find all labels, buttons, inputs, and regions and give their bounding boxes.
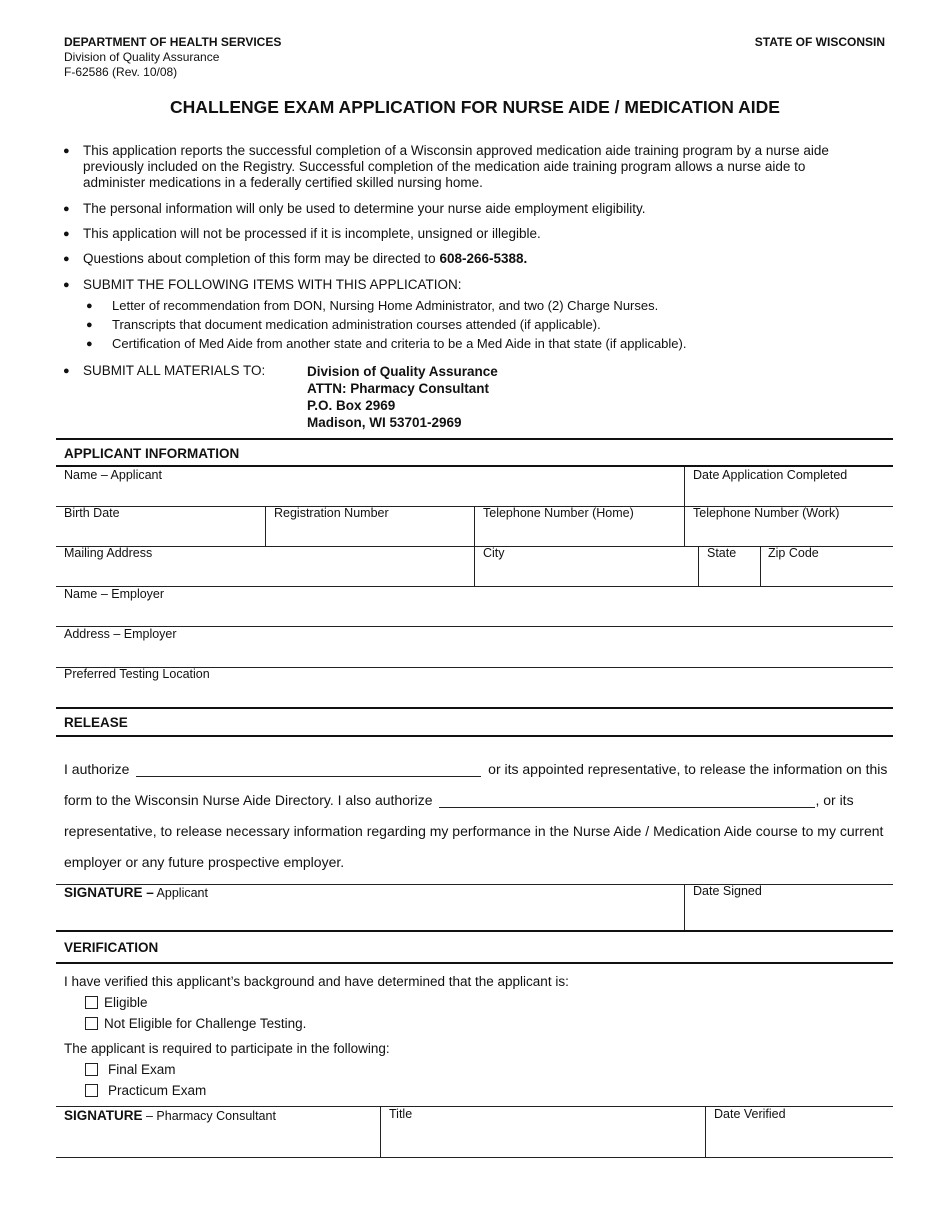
date-verified-field[interactable]: Date Verified xyxy=(714,1107,786,1121)
divider xyxy=(684,884,685,931)
release-text: form to the Wisconsin Nurse Aide Directory. I also authorize xyxy=(64,792,433,808)
address-line: Madison, WI 53701-2969 xyxy=(307,415,462,430)
authorized-party-input[interactable] xyxy=(136,762,481,777)
consultant-title-field[interactable]: Title xyxy=(389,1107,413,1121)
section-applicant-information: APPLICANT INFORMATION xyxy=(64,446,240,461)
divider xyxy=(56,962,893,964)
date-completed-field[interactable]: Date Application Completed xyxy=(693,468,848,482)
instruction-text: SUBMIT ALL MATERIALS TO: xyxy=(83,363,266,378)
divider xyxy=(265,506,266,546)
release-line-1 xyxy=(64,761,887,777)
required-statement: The applicant is required to participate in the following: xyxy=(64,1041,390,1056)
final-exam-checkbox[interactable] xyxy=(85,1063,98,1076)
divider xyxy=(380,1106,381,1157)
divider xyxy=(56,735,893,737)
authorized-employer-input[interactable] xyxy=(439,793,815,808)
applicant-signature-field[interactable]: SIGNATURE – Applicant xyxy=(64,885,208,900)
divider xyxy=(684,467,685,507)
bullet-icon: ● xyxy=(63,228,70,240)
divider xyxy=(56,438,893,440)
verification-statement: I have verified this applicant’s background and have determined that the applicant is: xyxy=(64,974,569,989)
instruction-text: This application will not be processed if it is incomplete, unsigned or illegible. xyxy=(83,226,541,241)
divider xyxy=(56,930,893,932)
instruction-text: administer medications in a federally certified skilled nursing home. xyxy=(83,175,483,190)
employer-address-field[interactable]: Address – Employer xyxy=(64,627,177,641)
bullet-icon: ● xyxy=(63,365,70,377)
birth-date-field[interactable]: Birth Date xyxy=(64,506,120,520)
divider xyxy=(684,506,685,546)
consultant-signature-field[interactable]: SIGNATURE – Pharmacy Consultant xyxy=(64,1108,276,1123)
instruction-text: This application reports the successful completion of a Wisconsin approved medication aide training program by a nurse aide xyxy=(83,143,829,158)
state-field[interactable]: State xyxy=(707,546,737,560)
divider xyxy=(56,1157,893,1158)
form-number: F-62586 (Rev. 10/08) xyxy=(64,65,178,79)
mailing-address-field[interactable]: Mailing Address xyxy=(64,546,153,560)
testing-location-field[interactable]: Preferred Testing Location xyxy=(64,667,210,681)
zip-code-field[interactable]: Zip Code xyxy=(768,546,819,560)
instruction-purpose xyxy=(63,143,883,191)
submit-item-text: Transcripts that document medication administration courses attended (if applicable). xyxy=(112,317,601,332)
address-line: ATTN: Pharmacy Consultant xyxy=(307,381,490,396)
divider xyxy=(56,707,893,709)
not-eligible-label: Not Eligible for Challenge Testing. xyxy=(104,1016,307,1031)
not-eligible-checkbox[interactable] xyxy=(85,1017,98,1030)
bullet-icon: ● xyxy=(86,338,93,350)
section-release: RELEASE xyxy=(64,715,128,730)
release-line-4: employer or any future prospective employer. xyxy=(64,854,345,870)
division-name: Division of Quality Assurance xyxy=(64,50,220,64)
applicant-name-field[interactable]: Name – Applicant xyxy=(64,468,162,482)
state-name: STATE OF WISCONSIN xyxy=(754,35,885,49)
divider xyxy=(760,546,761,586)
date-signed-field[interactable]: Date Signed xyxy=(693,884,762,898)
department-name: DEPARTMENT OF HEALTH SERVICES xyxy=(64,35,282,49)
bullet-icon: ● xyxy=(63,253,70,265)
divider xyxy=(705,1106,706,1157)
release-text: or its appointed representative, to release the information on this xyxy=(488,761,888,777)
eligible-checkbox[interactable] xyxy=(85,996,98,1009)
form-title: CHALLENGE EXAM APPLICATION FOR NURSE AIDE / MEDICATION AIDE xyxy=(170,97,780,117)
section-verification: VERIFICATION xyxy=(64,940,159,955)
instruction-text: Questions about completion of this form may be directed to 608-266-5388. xyxy=(83,251,528,266)
bullet-icon: ● xyxy=(86,300,93,312)
submit-item-text: Certification of Med Aide from another state and criteria to be a Med Aide in that state (if applicable). xyxy=(112,336,687,351)
mailing-address-block xyxy=(307,363,498,431)
city-field[interactable]: City xyxy=(483,546,505,560)
bullet-icon: ● xyxy=(63,145,70,157)
bullet-icon: ● xyxy=(63,203,70,215)
divider xyxy=(56,626,893,627)
release-line-2 xyxy=(64,792,854,808)
bullet-icon: ● xyxy=(86,319,93,331)
release-text: , or its xyxy=(815,792,854,808)
eligible-label: Eligible xyxy=(104,995,148,1010)
address-line: Division of Quality Assurance xyxy=(307,364,498,379)
address-line: P.O. Box 2969 xyxy=(307,398,396,413)
final-exam-label: Final Exam xyxy=(108,1062,176,1077)
contact-phone: 608-266-5388. xyxy=(439,251,528,266)
phone-work-field[interactable]: Telephone Number (Work) xyxy=(693,506,840,520)
practicum-exam-label: Practicum Exam xyxy=(108,1083,207,1098)
submit-item-text: Letter of recommendation from DON, Nursing Home Administrator, and two (2) Charge Nurses. xyxy=(112,298,659,313)
release-text: I authorize xyxy=(64,761,130,777)
bullet-icon: ● xyxy=(63,279,70,291)
instruction-text: SUBMIT THE FOLLOWING ITEMS WITH THIS APPLICATION: xyxy=(83,277,462,292)
practicum-exam-checkbox[interactable] xyxy=(85,1084,98,1097)
release-line-3: representative, to release necessary information regarding my performance in the Nurse Aide / Medication Aide course to my current xyxy=(64,823,884,839)
divider xyxy=(56,586,893,587)
instruction-text: previously included on the Registry. Successful completion of the medication aide training program allows a nurse aide to xyxy=(83,159,806,174)
employer-name-field[interactable]: Name – Employer xyxy=(64,587,165,601)
instruction-text: The personal information will only be used to determine your nurse aide employment eligibility. xyxy=(83,201,646,216)
divider xyxy=(698,546,699,586)
phone-home-field[interactable]: Telephone Number (Home) xyxy=(483,506,634,520)
registration-number-field[interactable]: Registration Number xyxy=(274,506,389,520)
divider xyxy=(56,465,893,467)
